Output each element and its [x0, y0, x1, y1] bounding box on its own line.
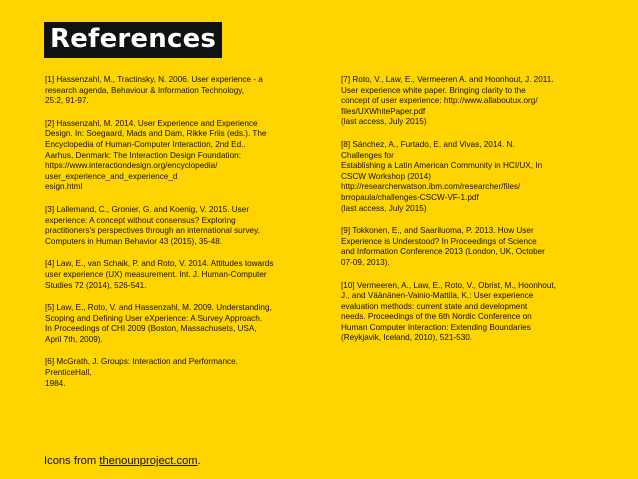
- reference-item: [341, 140, 601, 214]
- reference-line: Challenges for: [341, 150, 394, 160]
- reference-line: [3] Lallemand, C., Gronier, G. and Koenig, V. 2015. User: [45, 204, 250, 214]
- reference-line: [1] Hassenzahl, M., Tractinsky, N. 2006. User experience - a: [45, 75, 263, 84]
- reference-line: [5] Law, E., Roto, V. and Hassenzahl, M. 2009. Understanding,: [45, 303, 272, 313]
- reference-line: User experience white paper. Bringing clarity to the: [341, 85, 526, 95]
- reference-line: 25:2, 91-97.: [45, 96, 89, 106]
- reference-line: Studies 72 (2014), 526-541.: [45, 280, 147, 290]
- reference-item: [45, 303, 320, 345]
- noun-project-link[interactable]: thenounproject.com: [99, 455, 198, 467]
- reference-line: In Proceedings of CHI 2009 (Boston, Massachusets, USA,: [45, 324, 257, 334]
- reference-item: [45, 205, 320, 247]
- reference-line: Encyclopedia of Human-Computer Interaction, 2nd Ed..: [45, 139, 246, 149]
- reference-line: (Reykjavik, Iceland, 2010), 521-530.: [341, 333, 473, 343]
- reference-line: CSCW Workshop (2014): [341, 171, 431, 181]
- reference-line: Scoping and Defining User eXperience: A Survey Approach.: [45, 313, 263, 323]
- reference-line: Human Computer Interaction: Extending Boundaries: [341, 322, 531, 332]
- reference-line: and Information Conference 2013 (London, UK, October: [341, 247, 545, 257]
- reference-line: [2] Hassenzahl, M. 2014. User Experience and Experience: [45, 118, 258, 128]
- reference-line: needs. Proceedings of the 6th Nordic Conference on: [341, 312, 532, 322]
- reference-line: 07-09, 2013).: [341, 257, 390, 267]
- reference-line: April 7th, 2009).: [45, 334, 103, 344]
- reference-line: J., and Väänänen-Vainio-Mattila, K.: User experience: [341, 291, 534, 301]
- icons-credit: [44, 454, 201, 468]
- reference-item: [341, 75, 601, 128]
- reference-line: 1984.: [45, 378, 66, 388]
- reference-line: [8] Sánchez, A., Furtado, E. and Vivas, 2014. N.: [341, 139, 515, 149]
- references-right-column: [341, 75, 601, 356]
- reference-line: Establishing a Latin American Community in HCI/UX, In: [341, 161, 543, 171]
- reference-line: practitioners's perspectives through an international survey.: [45, 226, 260, 236]
- reference-line: experience: A concept without consensus? Exploring: [45, 215, 236, 225]
- reference-line: http://researcherwatson.ibm.com/researcher/files/: [341, 182, 521, 192]
- reference-line: Aarhus, Denmark: The Interaction Design Foundation:: [45, 150, 242, 160]
- reference-line: [4] Law, E., van Schaik, P. and Roto, V. 2014. Attitudes towards: [45, 259, 274, 269]
- reference-item: [341, 281, 601, 345]
- reference-line: concept of user experience: http://www.allaboutux.org/: [341, 96, 538, 106]
- reference-line: Experience is Understood? In Proceedings of Science: [341, 236, 537, 246]
- reference-line: user_experience_and_experience_d: [45, 171, 178, 181]
- reference-line: esign.html: [45, 182, 83, 192]
- page-title: References: [44, 22, 222, 58]
- reference-item: [45, 75, 320, 107]
- reference-line: evaluation methods: current state and development: [341, 301, 528, 311]
- reference-line: [10] Vermeeren, A., Law, E., Roto, V., Obrist, M., Hoonhout,: [341, 280, 556, 290]
- reference-item: [45, 119, 320, 193]
- icons-credit-prefix: Icons from: [44, 455, 100, 467]
- reference-line: [6] McGrath, J. Groups: Interaction and Performance.: [45, 357, 238, 367]
- reference-line: files/UXWhitePaper.pdf: [341, 106, 426, 116]
- reference-line: PrenticeHall,: [45, 368, 92, 378]
- reference-line: https://www.interactiondesign.org/encyclopedia/: [45, 161, 218, 171]
- reference-item: [45, 357, 320, 389]
- reference-line: Computers in Human Behavior 43 (2015), 35-48.: [45, 236, 223, 246]
- reference-line: [7] Roto, V., Law, E., Vermeeren A. and Hoonhout, J. 2011.: [341, 75, 554, 84]
- reference-line: Design. In: Soegaard, Mads and Dam, Rikke Friis (eds.). The: [45, 129, 267, 139]
- reference-item: [341, 226, 601, 268]
- reference-line: research agenda, Behaviour & Information Technology,: [45, 85, 245, 95]
- reference-line: user experience (UX) measurement. Int. J. Human-Computer: [45, 269, 267, 279]
- reference-line: (last access, July 2015): [341, 117, 427, 127]
- reference-line: (last access, July 2015): [341, 203, 427, 213]
- reference-line: brropaula/challenges-CSCW-VF-1.pdf: [341, 192, 479, 202]
- reference-item: [45, 259, 320, 291]
- reference-line: [9] Tokkonen, E., and Saariluoma, P. 2013. How User: [341, 226, 534, 236]
- references-left-column: [45, 75, 320, 401]
- icons-credit-suffix: .: [197, 455, 201, 467]
